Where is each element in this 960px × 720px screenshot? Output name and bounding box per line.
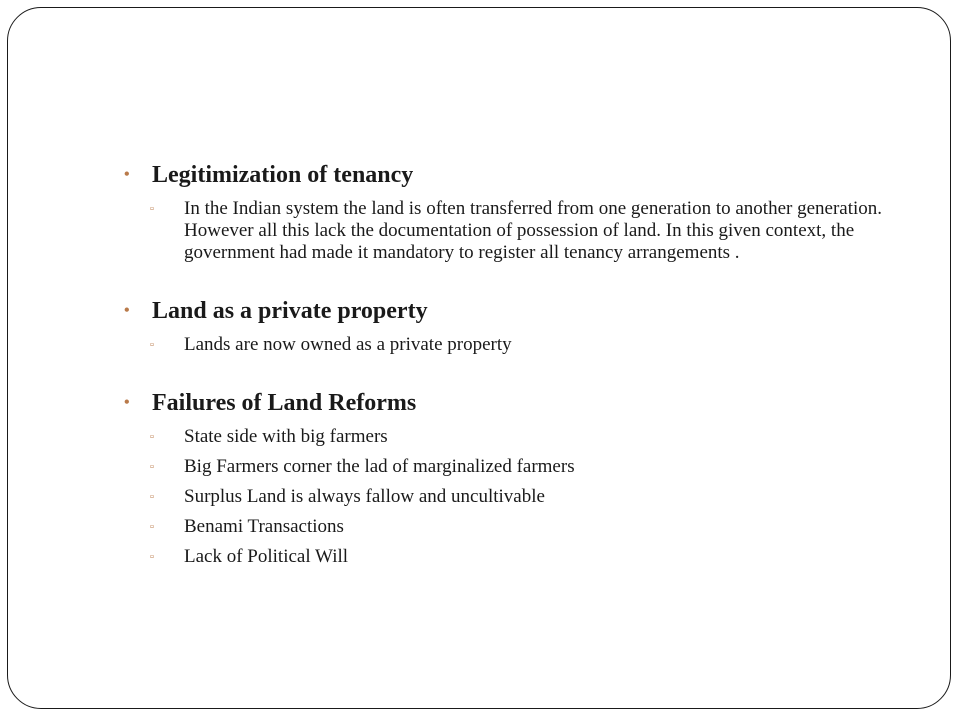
sub-bullet-icon: ▫ — [150, 431, 154, 443]
bullet-icon: • — [124, 394, 130, 411]
heading-text: Land as a private property — [152, 298, 428, 324]
section-failures — [120, 386, 900, 568]
sub-bullet-icon: ▫ — [150, 521, 154, 533]
section-legitimization — [120, 158, 900, 264]
sub-bullet-icon: ▫ — [150, 339, 154, 351]
section-heading — [120, 158, 900, 195]
list-item — [150, 456, 900, 478]
bullet-icon: • — [124, 166, 130, 183]
slide-content — [120, 158, 900, 568]
heading-text: Failures of Land Reforms — [152, 390, 417, 416]
section-heading — [120, 294, 900, 331]
section-private-property — [120, 294, 900, 356]
list-item — [150, 426, 900, 448]
list-item-text: Benami Transactions — [184, 516, 344, 537]
list-item-text: Lack of Political Will — [184, 546, 349, 567]
slide-frame — [7, 7, 951, 709]
section-heading — [120, 386, 900, 423]
heading-text: Legitimization of tenancy — [152, 162, 414, 188]
list-item-text: In the Indian system the land is often transferred from one generation to another generation. However all this lack the documentation of possession of land. In this given context, the government had made it mandatory to register all tenancy arrangements . — [184, 198, 883, 263]
list-item-text: Surplus Land is always fallow and uncultivable — [184, 486, 545, 507]
list-item — [150, 334, 900, 356]
sub-bullet-icon: ▫ — [150, 491, 154, 503]
list-item-text: State side with big farmers — [184, 426, 388, 447]
list-item-text: Lands are now owned as a private property — [184, 334, 512, 355]
sub-bullet-icon: ▫ — [150, 203, 154, 215]
sub-bullet-icon: ▫ — [150, 551, 154, 563]
list-item-text: Big Farmers corner the lad of marginalized farmers — [184, 456, 575, 477]
list-item — [150, 486, 900, 508]
sub-bullet-icon: ▫ — [150, 461, 154, 473]
list-item — [150, 546, 900, 568]
bullet-icon: • — [124, 302, 130, 319]
list-item — [150, 516, 900, 538]
list-item — [150, 198, 900, 264]
